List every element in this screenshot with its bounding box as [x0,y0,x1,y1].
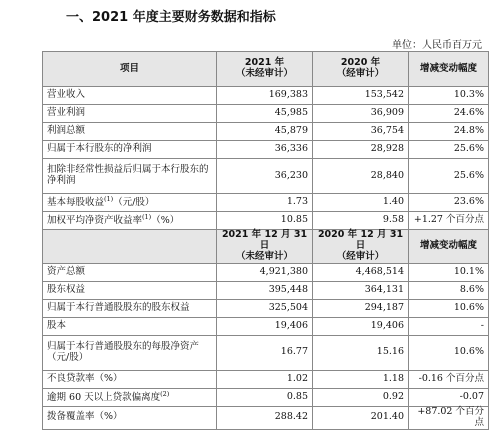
table-row [43,335,489,370]
value-change: +1.27 个百分点 [409,212,489,230]
row-label-text: 基本每股收益 [47,197,105,209]
row-label-text: 逾期 60 天以上贷款偏离度 [47,391,161,403]
header-2021 [217,52,313,87]
value-2020: 4,468,514 [313,263,409,281]
value-change: 10.1% [409,263,489,281]
header-blank [43,230,217,264]
header-2021-year: 2021 年 [244,57,285,69]
value-2021: 1.73 [217,194,313,212]
value-2020: 19,406 [313,317,409,335]
header-2021-date-note: （未经审计） [235,250,293,262]
value-2021: 10.85 [217,212,313,230]
value-2021: 16.77 [217,335,313,370]
header-2020-note: （经审计） [336,68,385,79]
value-change: 23.6% [409,194,489,212]
table-row [43,194,489,212]
value-2021: 36,230 [217,159,313,194]
row-label [43,212,217,230]
table-row [43,159,489,194]
row-label [43,370,217,388]
row-label-text: 股本 [47,319,67,331]
row-label-text: 扣除非经常性损益后归属于本行股东的净利润 [47,164,209,186]
row-label [43,335,217,370]
table-row [43,388,489,406]
value-change: 25.6% [409,141,489,159]
value-2020: 36,909 [313,105,409,123]
row-label-unit: （元/股） [113,197,155,209]
value-2020: 1.40 [313,194,409,212]
row-label [43,159,217,194]
value-2020: 15.16 [313,335,409,370]
row-label [43,263,217,281]
value-change: 25.6% [409,159,489,194]
value-2020: 36,754 [313,123,409,141]
row-label [43,281,217,299]
value-change: 8.6% [409,281,489,299]
row-label-text: 资产总额 [47,265,86,277]
table-row [43,212,489,230]
table-row [43,141,489,159]
value-2021: 36,336 [217,141,313,159]
header-2020-year: 2020 年 [340,57,381,69]
table-row [43,123,489,141]
table-header-row [43,52,489,87]
row-footnote-marker: (2) [160,389,170,398]
row-label [43,388,217,406]
table-row [43,370,489,388]
value-change: 24.6% [409,105,489,123]
row-footnote-marker: (1) [104,194,114,203]
header-item: 项目 [43,52,217,87]
table-row [43,406,489,429]
value-2021: 325,504 [217,299,313,317]
row-label-text: 归属于本行股东的净利润 [47,143,152,155]
row-label-text: 营业利润 [47,107,86,119]
value-change: 24.8% [409,123,489,141]
row-label [43,105,217,123]
value-change: - [409,317,489,335]
value-2020: 28,840 [313,159,409,194]
row-label [43,141,217,159]
value-2021: 45,985 [217,105,313,123]
header-change: 增减变动幅度 [409,52,489,87]
row-label-text: 加权平均净资产收益率 [47,215,143,227]
value-2020: 364,131 [313,281,409,299]
header-2020-date [313,230,409,264]
row-label-text: 营业收入 [47,89,86,101]
header-2020-date-text: 2020 年 12 月 31 日 [317,229,404,251]
table-row [43,317,489,335]
value-change: -0.16 个百分点 [409,370,489,388]
value-2021: 0.85 [217,388,313,406]
row-label-text: 股东权益 [47,283,86,295]
value-change: 10.6% [409,335,489,370]
value-2021: 169,383 [217,87,313,105]
header-2020 [313,52,409,87]
row-label-unit: （%） [151,215,180,227]
value-2021: 19,406 [217,317,313,335]
row-label-text: 归属于本行普通股股东的股东权益 [47,301,190,313]
value-2020: 201.40 [313,406,409,429]
value-2020: 0.92 [313,388,409,406]
value-2021: 45,879 [217,123,313,141]
row-label [43,87,217,105]
row-label [43,194,217,212]
value-change: +87.02 个百分点 [409,406,489,429]
value-2020: 28,928 [313,141,409,159]
table-row [43,299,489,317]
header-2021-note: （未经审计） [235,68,293,79]
row-label [43,299,217,317]
section-heading: 一、2021 年度主要财务数据和指标 [66,10,276,25]
unit-label: 单位：人民币百万元 [392,40,482,51]
row-label-text: 归属于本行普通股股东的每股净资产（元/股） [47,340,200,363]
table-row [43,281,489,299]
row-label-text: 利润总额 [47,125,86,137]
financial-table [42,51,489,430]
table-row [43,263,489,281]
value-2021: 1.02 [217,370,313,388]
table-header-row-balance [43,230,489,264]
value-2021: 395,448 [217,281,313,299]
table-row [43,87,489,105]
header-2021-date [217,230,313,264]
header-2020-date-note: （经审计） [336,250,385,262]
value-2020: 294,187 [313,299,409,317]
value-2021: 4,921,380 [217,263,313,281]
row-label [43,406,217,429]
value-2021: 288.42 [217,406,313,429]
value-2020: 1.18 [313,370,409,388]
row-footnote-marker: (1) [142,212,152,221]
value-2020: 9.58 [313,212,409,230]
table-row [43,105,489,123]
value-change: 10.3% [409,87,489,105]
row-label-text: 拨备覆盖率（%） [47,411,123,423]
value-change: -0.07 [409,388,489,406]
row-label [43,317,217,335]
row-label-text: 不良贷款率（%） [47,372,123,384]
header-2021-date-text: 2021 年 12 月 31 日 [221,229,308,251]
value-change: 10.6% [409,299,489,317]
value-2020: 153,542 [313,87,409,105]
header-change-2: 增减变动幅度 [409,230,489,264]
row-label [43,123,217,141]
